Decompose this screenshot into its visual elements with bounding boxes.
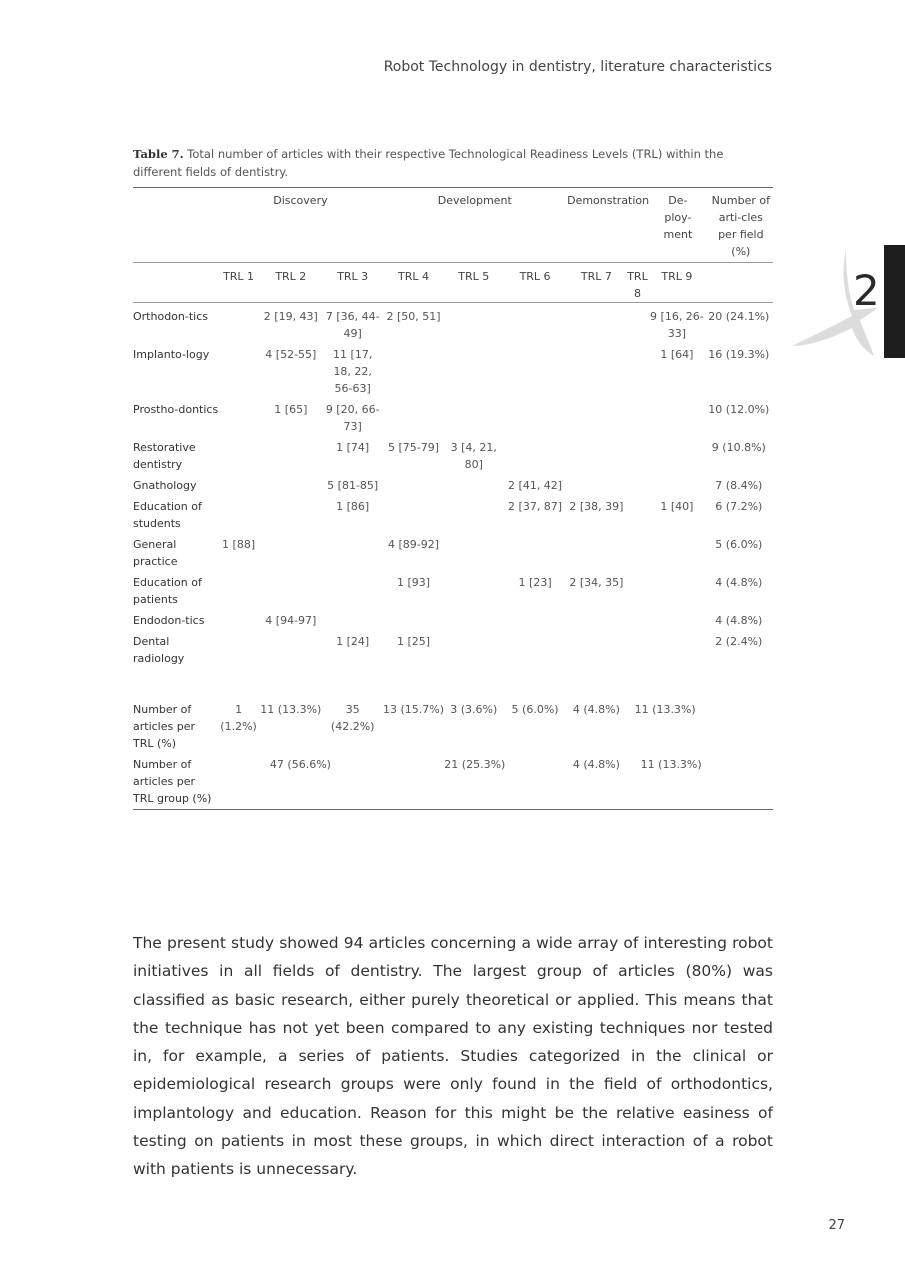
cell-trl8 (626, 397, 649, 435)
per-trl-2: 11 (13.3%) (260, 703, 322, 716)
field-name: Restorative dentistry (133, 441, 196, 471)
cell-trl6: 1 [23] (518, 576, 552, 589)
cell-total: 2 (2.4%) (715, 635, 763, 648)
per-trl-4: 13 (15.7%) (382, 703, 444, 716)
cell-trl7: 2 [34, 35] (569, 576, 624, 589)
cell-trl3: 11 [17, 18, 22, 56-63] (333, 348, 373, 395)
cell-trl1 (218, 570, 259, 608)
cell-trl5: 3 [4, 21, 80] (450, 441, 497, 471)
per-trl-1: 1 (1.2%) (220, 703, 257, 733)
cell-trl1 (218, 473, 259, 494)
cell-trl6 (503, 397, 567, 435)
field-name: Education of students (133, 500, 202, 530)
cell-trl5 (444, 303, 503, 343)
cell-trl4: 1 [93] (396, 576, 431, 589)
cell-trl2 (259, 629, 323, 667)
cell-trl7 (567, 435, 626, 473)
cell-trl3: 5 [81-85] (327, 479, 379, 492)
field-name: Implanto-logy (133, 348, 210, 361)
cell-trl9: 1 [64] (660, 348, 694, 361)
cell-trl2 (259, 570, 323, 608)
cell-trl7 (567, 532, 626, 570)
cell-trl6 (503, 629, 567, 667)
per-trl-5: 3 (3.6%) (450, 703, 498, 716)
cell-trl3: 1 [24] (336, 635, 370, 648)
cell-trl5 (444, 494, 503, 532)
cell-trl9 (649, 532, 704, 570)
cell-trl1 (218, 608, 259, 629)
cell-trl2: 4 [94-97] (265, 614, 317, 627)
per-trl-3: 35 (42.2%) (330, 703, 375, 733)
cell-trl7 (567, 397, 626, 435)
trl-header-row (133, 263, 773, 303)
cell-total: 20 (24.1%) (708, 310, 770, 323)
cell-trl4: 4 [89-92] (387, 538, 440, 551)
per-trl-6: 5 (6.0%) (511, 703, 559, 716)
cell-trl4: 1 [25] (396, 635, 431, 648)
header-trl5: TRL 5 (444, 263, 503, 303)
per-trl-9: 11 (13.3%) (634, 703, 696, 716)
cell-trl4 (383, 473, 445, 494)
cell-total: 5 (6.0%) (715, 538, 763, 551)
header-trl7: TRL 7 (567, 263, 626, 303)
cell-total: 4 (4.8%) (715, 614, 763, 627)
cell-trl2 (259, 494, 323, 532)
cell-trl6: 2 [41, 42] (508, 479, 563, 492)
cell-trl5 (444, 473, 503, 494)
field-name: Education of patients (133, 576, 202, 606)
cell-trl9 (649, 608, 704, 629)
per-group-label: Number of articles per TRL group (%) (133, 752, 218, 810)
cell-trl3 (323, 608, 383, 629)
field-name: Prostho-dontics (133, 403, 219, 416)
body-paragraph: The present study showed 94 articles concerning a wide array of interesting robot initiatives in all fields of dentistry. The largest group of articles (80%) was classified as basic research, either purely theoretical or applied. This means that the technique has not yet been compared to any existing techniques nor tested in, for example, a series of patients. Studies categorized in the clinical or epidemiological research groups were only found in the field of orthodontics, implantology and education. Reason for this might be the relative easiness of testing on patients in most these groups, in which direct interaction of a robot with patients is unnecessary. (133, 934, 773, 1179)
table-row (133, 494, 773, 532)
group-discovery: Discovery (218, 188, 382, 263)
header-trl8: TRL 8 (626, 263, 649, 303)
cell-trl6: 2 [37, 87] (508, 500, 563, 513)
per-group-development: 21 (25.3%) (383, 752, 568, 810)
cell-trl2 (259, 473, 323, 494)
per-trl-row (133, 697, 773, 752)
group-total: Number of arti-cles per field (%) (705, 188, 773, 263)
cell-trl3 (323, 532, 383, 570)
cell-trl5 (444, 608, 503, 629)
cell-trl3: 7 [36, 44-49] (325, 310, 380, 340)
header-trl1: TRL 1 (218, 263, 259, 303)
per-group-demonstration: 4 (4.8%) (567, 752, 626, 810)
field-name: Orthodon-tics (133, 310, 208, 323)
cell-trl4 (383, 494, 445, 532)
cell-trl1 (218, 494, 259, 532)
per-group-deployment: 11 (13.3%) (626, 752, 705, 810)
cell-trl2: 4 [52-55] (265, 348, 317, 361)
cell-total: 10 (12.0%) (708, 403, 770, 416)
caption-text: Total number of articles with their respective Technological Readiness Levels (TRL) within the different fields of dentistry. (133, 147, 724, 179)
cell-trl1: 1 [88] (222, 538, 256, 551)
chapter-tab (884, 245, 905, 358)
cell-trl4: 2 [50, 51] (386, 310, 441, 323)
cell-trl9 (649, 629, 704, 667)
trl-table (133, 187, 773, 810)
cell-trl5 (444, 397, 503, 435)
cell-trl9 (649, 570, 704, 608)
group-development: Development (383, 188, 568, 263)
cell-trl2: 2 [19, 43] (263, 310, 318, 323)
cell-trl6 (503, 303, 567, 343)
table-row (133, 397, 773, 435)
per-trl-label: Number of articles per TRL (%) (133, 703, 196, 750)
cell-trl8 (626, 629, 649, 667)
cell-total: 16 (19.3%) (708, 348, 770, 361)
cell-trl4: 5 [75-79] (387, 441, 440, 454)
header-trl9: TRL 9 (649, 263, 704, 303)
cell-trl5 (444, 342, 503, 397)
cell-trl3: 9 [20, 66-73] (325, 403, 380, 433)
group-header-row (133, 188, 773, 263)
cell-total: 7 (8.4%) (715, 479, 763, 492)
table-row (133, 629, 773, 667)
field-name: Gnathology (133, 479, 197, 492)
cell-trl6 (503, 342, 567, 397)
per-group-row (133, 752, 773, 810)
caption-label: Table 7. (133, 147, 184, 161)
table-row (133, 608, 773, 629)
per-trl-7: 4 (4.8%) (572, 703, 620, 716)
cell-trl1 (218, 629, 259, 667)
table-row (133, 473, 773, 494)
cell-trl5 (444, 532, 503, 570)
cell-trl5 (444, 629, 503, 667)
cell-trl7 (567, 608, 626, 629)
table-row (133, 435, 773, 473)
table-row (133, 532, 773, 570)
cell-trl3 (323, 570, 383, 608)
header-trl4: TRL 4 (383, 263, 445, 303)
header-trl3: TRL 3 (323, 263, 383, 303)
group-deployment: De-ploy-ment (649, 188, 704, 263)
cell-trl6 (503, 532, 567, 570)
cell-trl3: 1 [86] (336, 500, 370, 513)
cell-trl8 (626, 494, 649, 532)
cell-trl6 (503, 435, 567, 473)
table-row (133, 570, 773, 608)
cell-trl7: 2 [38, 39] (569, 500, 624, 513)
cell-trl9: 1 [40] (660, 500, 694, 513)
cell-total: 9 (10.8%) (711, 441, 766, 454)
cell-trl1 (218, 303, 259, 343)
cell-trl4 (383, 608, 445, 629)
cell-trl1 (218, 435, 259, 473)
header-trl6: TRL 6 (503, 263, 567, 303)
header-trl2: TRL 2 (259, 263, 323, 303)
cell-trl9 (649, 397, 704, 435)
cell-trl3: 1 [74] (336, 441, 370, 454)
page-number: 27 (828, 1218, 845, 1233)
field-name: General practice (133, 538, 178, 568)
cell-trl1 (218, 342, 259, 397)
cell-trl8 (626, 532, 649, 570)
cell-trl2 (259, 435, 323, 473)
running-head: Robot Technology in dentistry, literature characteristics (383, 59, 772, 75)
field-name: Endodon-tics (133, 614, 205, 627)
cell-total: 4 (4.8%) (715, 576, 763, 589)
field-name: Dental radiology (133, 635, 185, 665)
cell-trl4 (383, 342, 445, 397)
cell-trl9: 9 [16, 26-33] (650, 310, 704, 340)
cell-trl8 (626, 435, 649, 473)
table-row (133, 342, 773, 397)
cell-trl8 (626, 303, 649, 343)
cell-trl8 (626, 473, 649, 494)
cell-trl7 (567, 473, 626, 494)
cell-trl2 (259, 532, 323, 570)
cell-trl7 (567, 342, 626, 397)
cell-trl6 (503, 608, 567, 629)
cell-trl1 (218, 397, 259, 435)
cell-trl7 (567, 629, 626, 667)
cell-trl5 (444, 570, 503, 608)
chapter-number: 2 (853, 266, 880, 315)
per-group-discovery: 47 (56.6%) (218, 752, 382, 810)
table-row (133, 303, 773, 343)
cell-trl7 (567, 303, 626, 343)
cell-trl2: 1 [65] (274, 403, 308, 416)
cell-trl8 (626, 608, 649, 629)
group-demonstration: Demonstration (567, 188, 649, 263)
cell-trl9 (649, 435, 704, 473)
cell-trl8 (626, 570, 649, 608)
cell-trl4 (383, 397, 445, 435)
cell-trl8 (626, 342, 649, 397)
cell-trl9 (649, 473, 704, 494)
table-caption (133, 145, 773, 181)
cell-total: 6 (7.2%) (715, 500, 763, 513)
